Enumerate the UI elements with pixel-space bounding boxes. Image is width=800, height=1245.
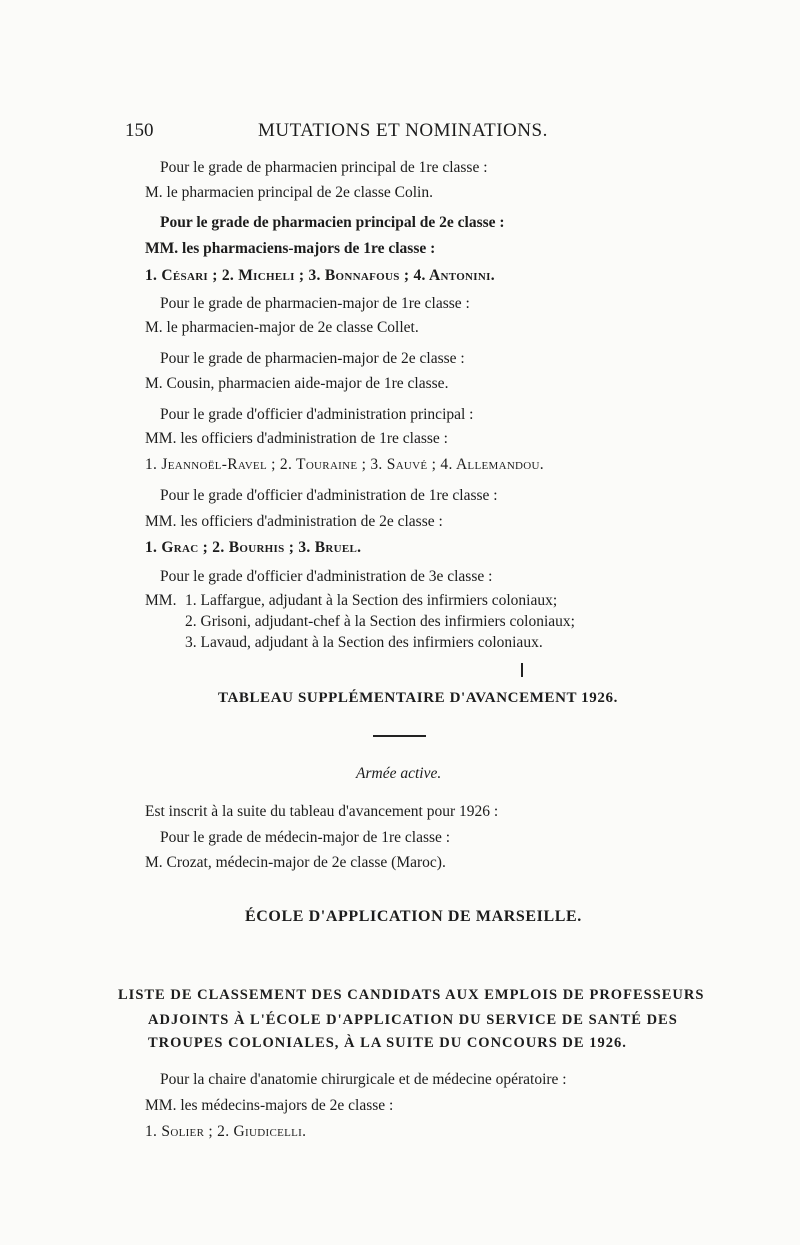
text-line: M. Crozat, médecin-major de 2e classe (Maroc).	[145, 854, 446, 871]
text-line: MM.	[145, 592, 177, 609]
text-line: Pour le grade de pharmacien-major de 2e classe :	[160, 350, 465, 367]
text-line: M. le pharmacien principal de 2e classe Colin.	[145, 184, 433, 201]
list-heading-line: TROUPES COLONIALES, À LA SUITE DU CONCOURS DE 1926.	[148, 1035, 627, 1051]
text-line: Pour le grade d'officier d'administration de 3e classe :	[160, 568, 493, 585]
text-line: M. Cousin, pharmacien aide-major de 1re classe.	[145, 375, 449, 392]
text-line: MM. les officiers d'administration de 1re classe :	[145, 430, 448, 447]
text-line: 3. Lavaud, adjudant à la Section des infirmiers coloniaux.	[185, 634, 543, 651]
text-line: Est inscrit à la suite du tableau d'avancement pour 1926 :	[145, 803, 499, 820]
text-line: 1. Césari ; 2. Micheli ; 3. Bonnafous ; 4. Antonini.	[145, 267, 495, 284]
divider	[373, 735, 426, 737]
text-line: Pour le grade de pharmacien principal de 2e classe :	[160, 214, 505, 231]
text-line: 1. Laffargue, adjudant à la Section des infirmiers coloniaux;	[185, 592, 558, 609]
text-line: M. le pharmacien-major de 2e classe Collet.	[145, 319, 419, 336]
list-heading-line: ADJOINTS À L'ÉCOLE D'APPLICATION DU SERVICE DE SANTÉ DES	[148, 1012, 678, 1028]
text-line: Pour la chaire d'anatomie chirurgicale et de médecine opératoire :	[160, 1071, 567, 1088]
subheading: Armée active.	[356, 765, 442, 782]
running-title: MUTATIONS ET NOMINATIONS.	[258, 120, 548, 141]
section-heading: ÉCOLE D'APPLICATION DE MARSEILLE.	[245, 908, 582, 925]
text-line: Pour le grade de médecin-major de 1re classe :	[160, 829, 451, 846]
text-line: MM. les officiers d'administration de 2e classe :	[145, 513, 443, 530]
text-line: Pour le grade d'officier d'administration de 1re classe :	[160, 487, 498, 504]
margin-mark	[521, 663, 523, 677]
list-heading-line: LISTE DE CLASSEMENT DES CANDIDATS AUX EMPLOIS DE PROFESSEURS	[118, 987, 705, 1003]
text-line: MM. les médecins-majors de 2e classe :	[145, 1097, 394, 1114]
text-line: 2. Grisoni, adjudant-chef à la Section des infirmiers coloniaux;	[185, 613, 575, 630]
page-number: 150	[125, 120, 154, 141]
text-line: 1. Grac ; 2. Bourhis ; 3. Bruel.	[145, 539, 362, 556]
text-line: 1. Jeannoël-Ravel ; 2. Touraine ; 3. Sauvé ; 4. Allemandou.	[145, 456, 544, 473]
text-line: Pour le grade de pharmacien principal de 1re classe :	[160, 159, 488, 176]
text-line: MM. les pharmaciens-majors de 1re classe :	[145, 240, 436, 257]
text-line: 1. Solier ; 2. Giudicelli.	[145, 1123, 307, 1140]
text-line: Pour le grade d'officier d'administration principal :	[160, 406, 474, 423]
section-heading: TABLEAU SUPPLÉMENTAIRE D'AVANCEMENT 1926.	[218, 690, 618, 706]
text-line: Pour le grade de pharmacien-major de 1re classe :	[160, 295, 470, 312]
